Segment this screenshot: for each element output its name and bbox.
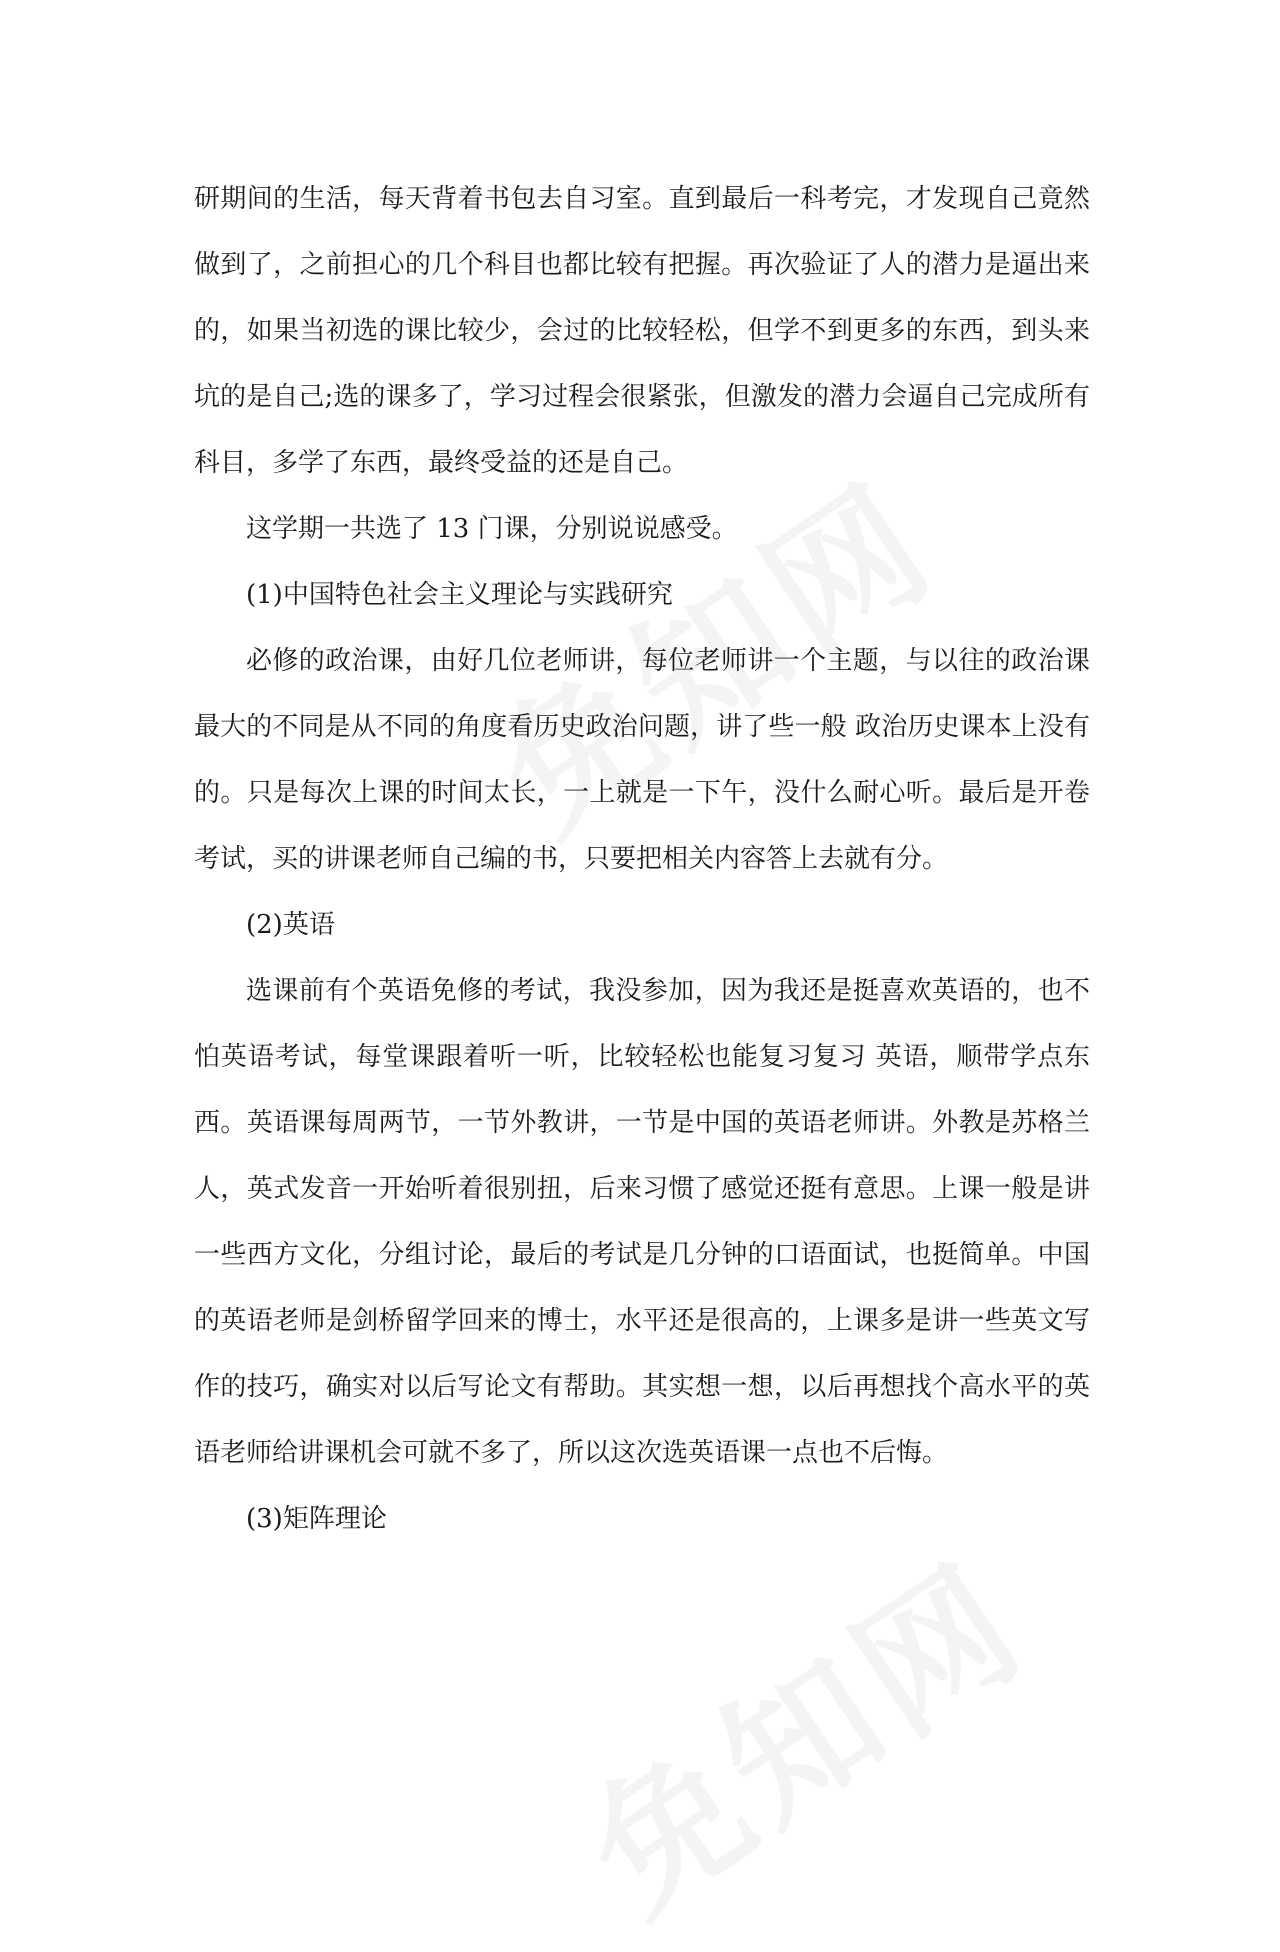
paragraph: 这学期一共选了 13 门课，分别说说感受。	[246, 514, 738, 544]
section-heading: (3)矩阵理论	[246, 1504, 387, 1534]
document-body	[194, 166, 1090, 1552]
watermark	[541, 1504, 1060, 1951]
paragraph: 必修的政治课，由好几位老师讲，每位老师讲一个主题，与以往的政治课最大的不同是从不同的角度看历史政治问题，讲了些一般 政治历史课本上没有的。只是每次上课的时间太长，一上就是一下午，没什么耐心听。最后是开卷考试，买的讲课老师自己编的书，只要把相关内容答上去就有分。	[194, 646, 1091, 874]
section-heading: (2)英语	[246, 910, 335, 940]
paragraph: 研期间的生活，每天背着书包去自习室。直到最后一科考完，才发现自己竟然做到了，之前担心的几个科目也都比较有把握。再次验证了人的潜力是逼出来的，如果当初选的课比较少，会过的比较轻松，但学不到更多的东西，到头来坑的是自己;选的课多了，学习过程会很紧张，但激发的潜力会逼自己完成所有科目，多学了东西，最终受益的还是自己。	[194, 184, 1090, 478]
section-heading: (1)中国特色社会主义理论与实践研究	[246, 580, 673, 610]
paragraph: 选课前有个英语免修的考试，我没参加，因为我还是挺喜欢英语的，也不怕英语考试，每堂课跟着听一听，比较轻松也能复习复习 英语，顺带学点东西。英语课每周两节，一节外教讲，一节是中国的英语老师讲。外教是苏格兰人，英式发音一开始听着很别扭，后来习惯了感觉还挺有意思。上课一般是讲一些西方文化，分组讨论，最后的考试是几分钟的口语面试，也挺简单。中国的英语老师是剑桥留学回来的博士，水平还是很高的，上课多是讲一些英文写作的技巧，确实对以后写论文有帮助。其实想一想，以后再想找个高水平的英语老师给讲课机会可就不多了，所以这次选英语课一点也不后悔。	[194, 976, 1091, 1468]
